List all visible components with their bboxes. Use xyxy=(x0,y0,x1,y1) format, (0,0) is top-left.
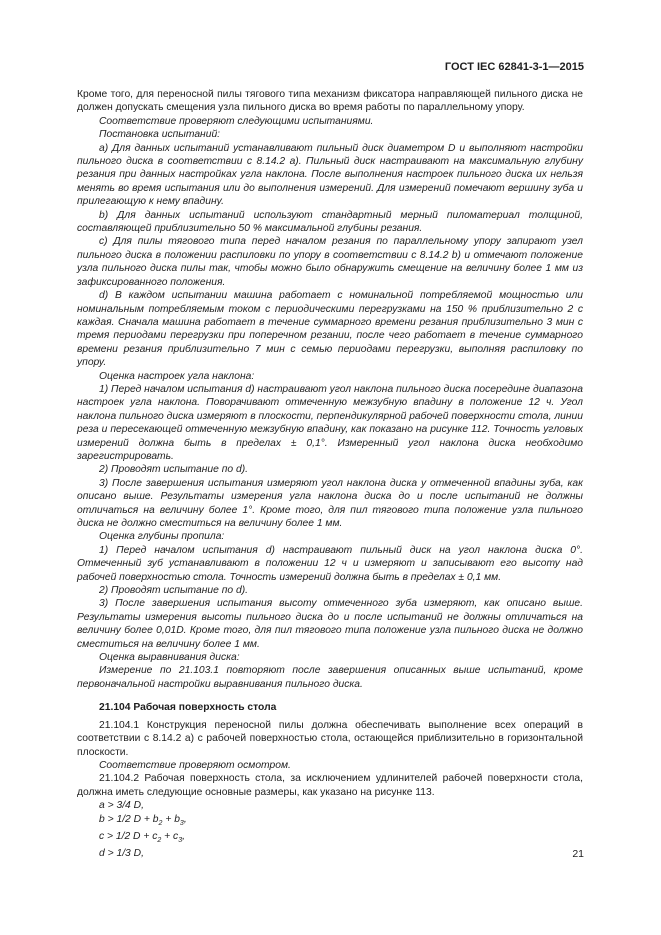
paragraph: 1) Перед началом испытания d) настраивают угол наклона пильного диска посередине диапазона настроек угла наклона. Поворачивают отмеченную межзубную впадину в положение 12 ч. Угол наклона пильного диска измеряют в плоскости, перпендикулярной рабочей поверхности стола, линии реза и пересекающей отмеченную межзубную впадину, как показано на рисунке 112. Точность угловых измерений должна быть в пределах ± 0,1°. Измеренный угол наклона диска необходимо зарегистрировать. xyxy=(77,383,583,462)
formula-subscript: 2 xyxy=(157,837,162,845)
paragraph: Оценка выравнивания диска: xyxy=(99,652,240,664)
formula-c xyxy=(77,830,583,847)
page-number: 21 xyxy=(572,848,584,860)
paragraph: 2) Проводят испытание по d). xyxy=(99,585,248,597)
formula-d: d > 1/3 D, xyxy=(99,848,144,860)
paragraph: Соответствие проверяют следующими испытаниями. xyxy=(99,115,374,127)
formula-part: b > 1/2 D + b xyxy=(99,813,159,825)
paragraph: d) В каждом испытании машина работает с номинальной потребляемой мощностью или номинальным потребляемым током с периодическими перегрузками на 150 % приблизительно 2 с каждая. Сначала машина работает в течение суммарного времени резания приблизительно 3 мин с тремя периодами перегрузки при поперечном резании, после чего работает в течение суммарного времени резания приблизительно 7 мин с семью периодами перегрузки, выполняя распиловку по упору. xyxy=(77,290,583,369)
paragraph: a) Для данных испытаний устанавливают пильный диск диаметром D и выполняют настройки пильного диска в соответствии с 8.14.2 a). Пильный диск настраивают на максимальную глубину резания при данных настройках угла наклона. После выполнения настроек пильного диска их нельзя менять во время испытания или до выполнения измерений. Для измерений помечают вершину зуба и прилегающую к нему впадину. xyxy=(77,142,583,208)
document-header: ГОСТ IEC 62841-3-1—2015 xyxy=(444,61,584,73)
paragraph: Измерение по 21.103.1 повторяют после завершения описанных выше испытаний, кроме первоначальной настройки выравнивания пильного диска. xyxy=(77,665,583,690)
paragraph: b) Для данных испытаний используют стандартный мерный пиломатериал толщиной, составляющей приблизительно 50 % максимальной глубины резания. xyxy=(77,209,583,235)
paragraph: 1) Перед началом испытания d) настраивают пильный диск на угол наклона диска 0°. Отмеченный зуб устанавливают в положении 12 ч и измеряют и записывают его высоту над рабочей поверхностью стола. Точность измерений должна быть в пределах ± 0,1 мм. xyxy=(77,544,583,583)
formula-part: , xyxy=(182,830,185,842)
document-body xyxy=(77,88,583,861)
paragraph: Соответствие проверяют осмотром. xyxy=(99,759,291,771)
paragraph: Кроме того, для переносной пилы тягового типа механизм фиксатора направляющей пильного диска не должен допускать смещения узла пильного диска во время работы по параллельному упору. xyxy=(77,89,583,114)
section-heading: 21.104 Рабочая поверхность стола xyxy=(99,702,277,714)
paragraph: Постановка испытаний: xyxy=(99,129,221,141)
paragraph: 2) Проводят испытание по d). xyxy=(99,464,248,476)
paragraph: Оценка настроек угла наклона: xyxy=(99,370,255,382)
formula-part: , xyxy=(183,813,187,825)
formula-part: + c xyxy=(161,830,179,842)
formula-b xyxy=(77,813,583,830)
paragraph: Оценка глубины пропила: xyxy=(99,531,225,543)
formula-part: + b xyxy=(162,813,180,825)
paragraph: 3) После завершения испытания высоту отмеченного зуба измеряют, как описано выше. Результаты измерения высоты пильного диска до и после испытаний не должны отличаться на величину более 0,01D. Кроме того, для пил тягового типа положение узла пильного диска не должно сместиться на величину более 1 мм. xyxy=(77,598,583,650)
formula-part: c > 1/2 D + c xyxy=(99,830,158,842)
formula-subscript: 3 xyxy=(178,837,183,845)
paragraph: 21.104.2 Рабочая поверхность стола, за исключением удлинителей рабочей поверхности стола, должна иметь следующие основные размеры, как указано на рисунке 113. xyxy=(77,773,583,798)
formula-subscript: 3 xyxy=(179,819,184,827)
paragraph: 21.104.1 Конструкция переносной пилы должна обеспечивать выполнение всех операций в соответствии с 8.14.2 a) с рабочей поверхностью стола, остающейся приблизительно в горизонтальной плоскости. xyxy=(77,719,583,758)
paragraph: 3) После завершения испытания измеряют угол наклона диска у отмеченной впадины зуба, как описано выше. Результаты измерения угла наклона диска до и после испытаний не должны отличаться на величину более 1°. Кроме того, для пил тягового типа положение узла пильного диска не должно сместиться на величину более 1 мм. xyxy=(77,477,583,529)
formula-a: a > 3/4 D, xyxy=(99,800,144,812)
paragraph: c) Для пилы тягового типа перед началом резания по параллельному упору запирают узел пильного диска в положении распиловки по упору в соответствии с 8.14.2 b) и отмечают положение узла пильного диска пилы так, чтобы можно было обнаружить смещение на величину более 1 мм из зафиксированного положения. xyxy=(77,236,583,288)
formula-subscript: 2 xyxy=(158,819,163,827)
